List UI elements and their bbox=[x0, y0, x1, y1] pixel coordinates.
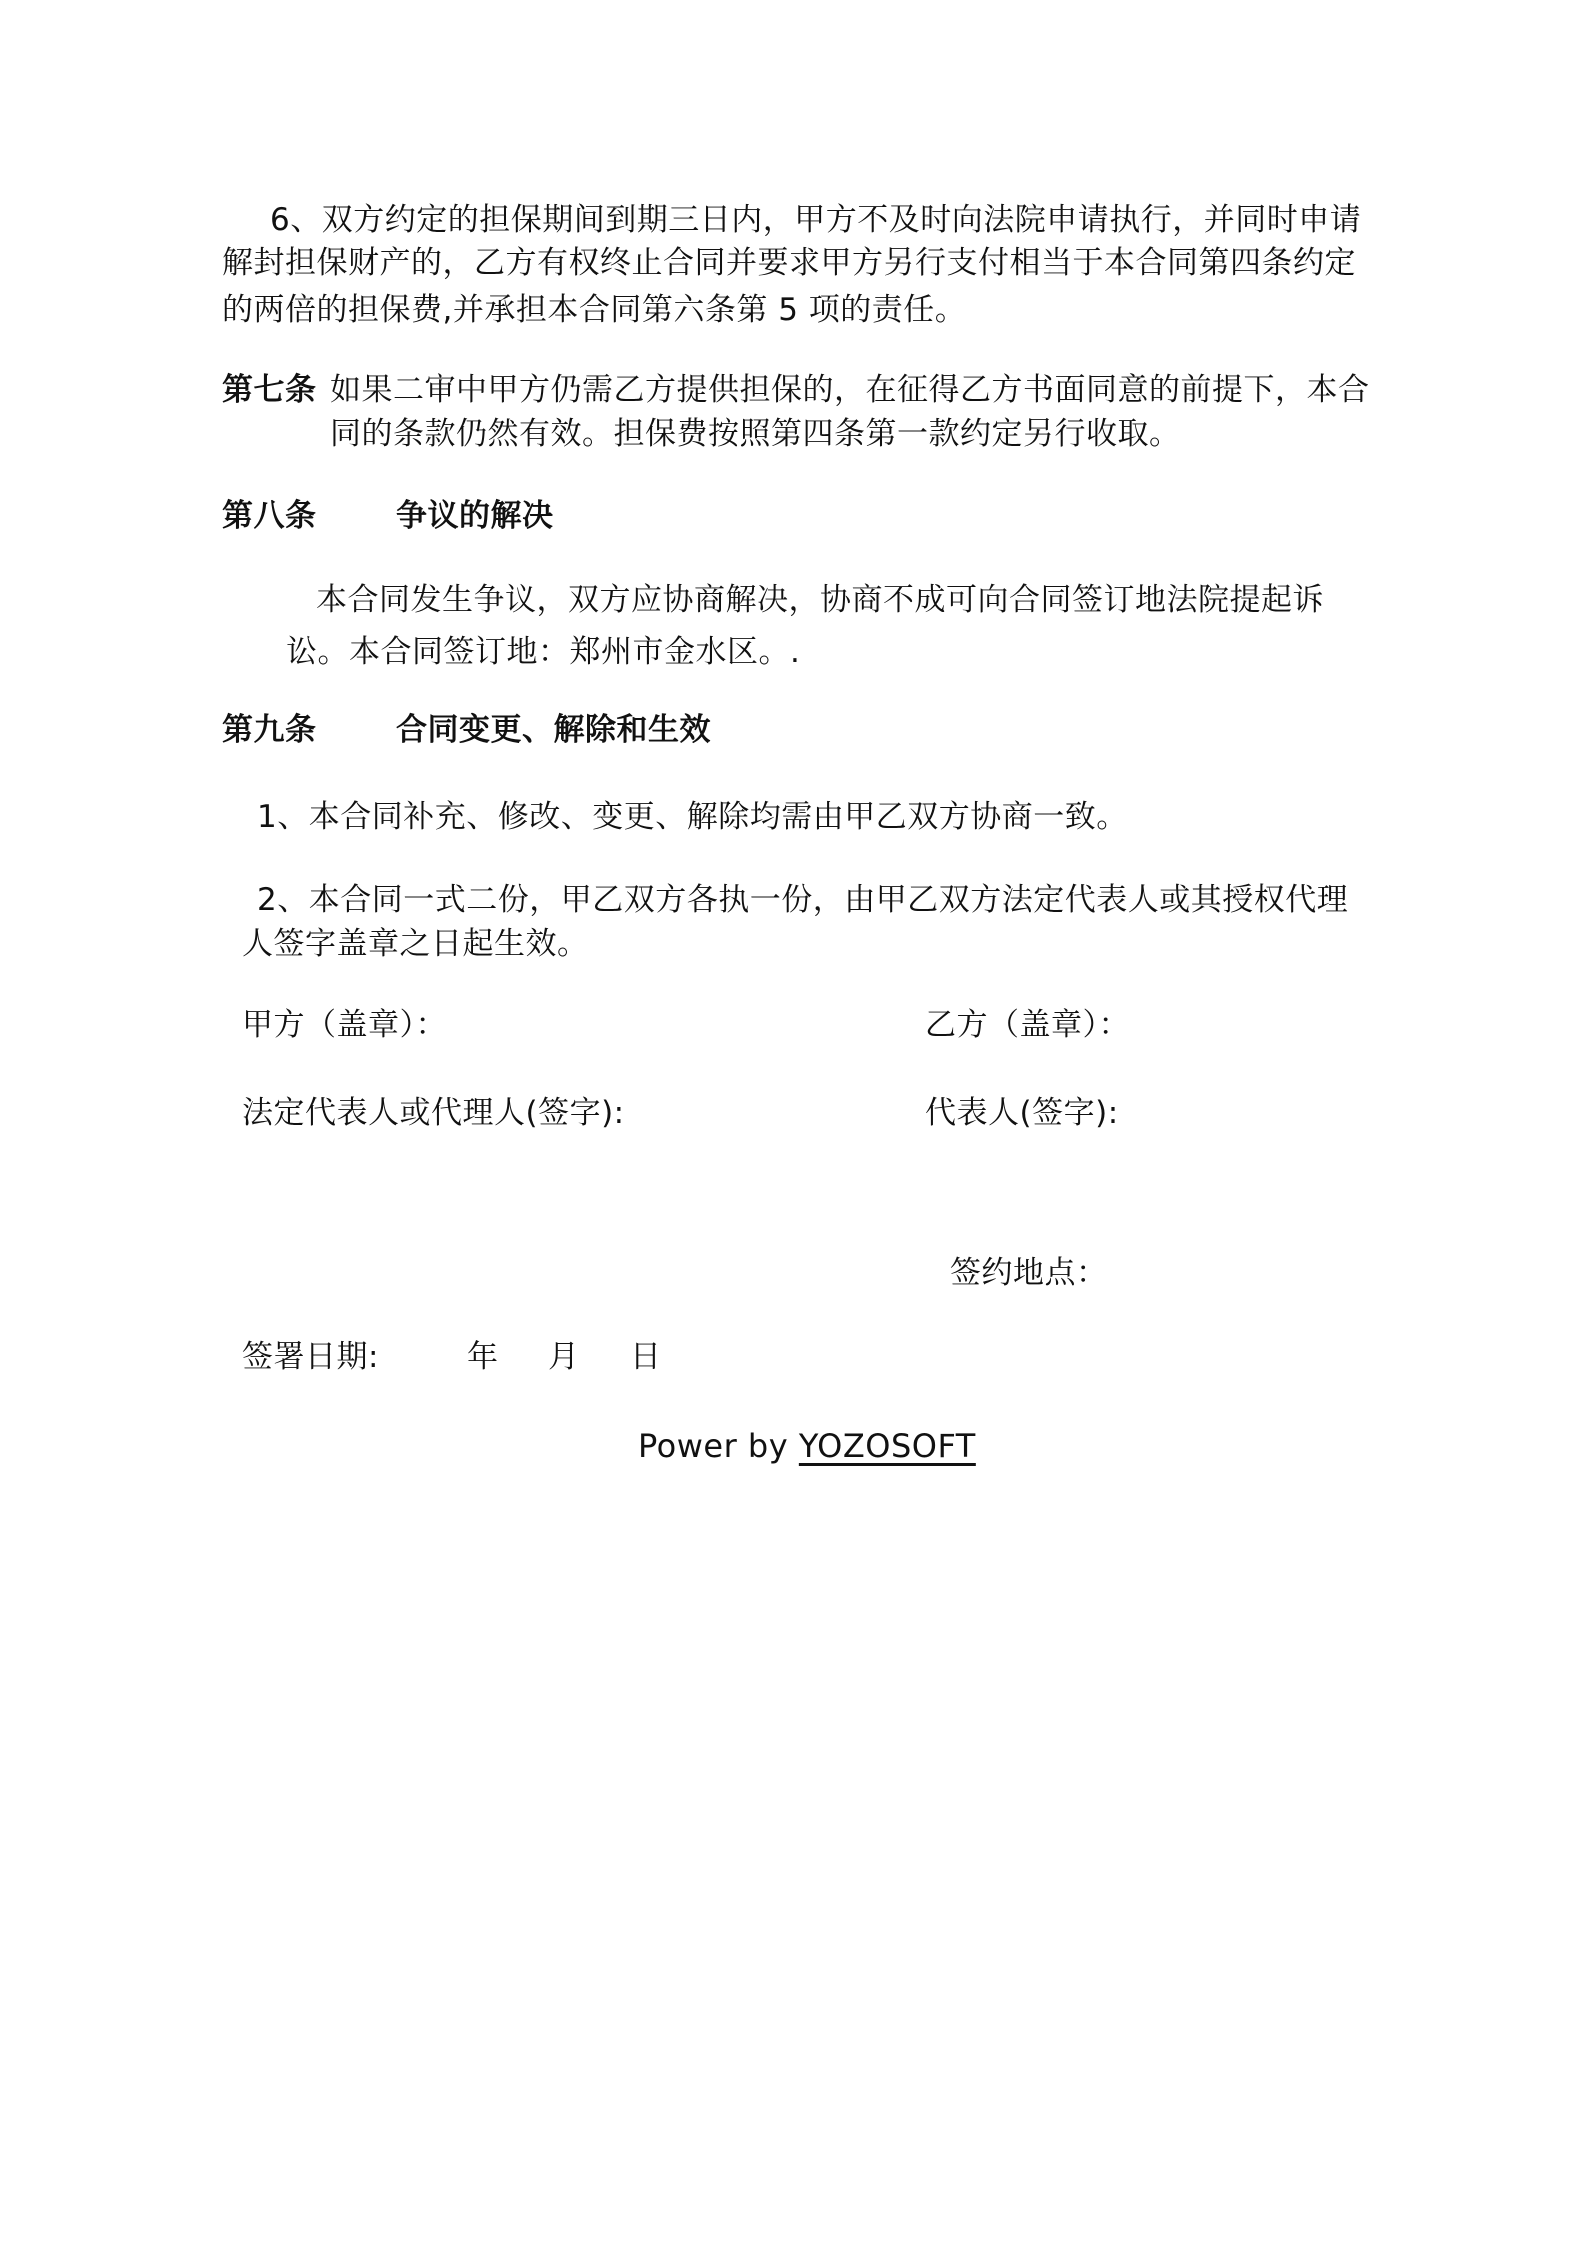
article8-label: 第八条 bbox=[222, 498, 317, 534]
footer-prefix: Power by bbox=[638, 1427, 799, 1465]
date-day-label: 日 bbox=[630, 1339, 662, 1375]
signing-place-label: 签约地点： bbox=[950, 1255, 1108, 1291]
footer-brand-link[interactable]: YOZOSOFT bbox=[798, 1427, 976, 1465]
party-b-seal-label: 乙方（盖章）： bbox=[925, 1007, 1130, 1043]
article7-line2: 同的条款仍然有效。担保费按照第四条第一款约定另行收取。 bbox=[330, 416, 1181, 452]
signing-date-label: 签署日期: bbox=[242, 1339, 379, 1375]
clause6-item6-line1: 6、双方约定的担保期间到期三日内，甲方不及时向法院申请执行，并同时申请 bbox=[270, 202, 1362, 238]
article9-label: 第九条 bbox=[222, 712, 317, 748]
date-month-label: 月 bbox=[548, 1339, 580, 1375]
article7-line1: 如果二审中甲方仍需乙方提供担保的，在征得乙方书面同意的前提下，本合 bbox=[330, 372, 1370, 408]
article7-label: 第七条 bbox=[222, 372, 317, 408]
footer-credit bbox=[638, 1426, 976, 1466]
party-a-seal-label: 甲方（盖章）： bbox=[242, 1007, 447, 1043]
date-year-label: 年 bbox=[467, 1339, 499, 1375]
article9-title: 合同变更、解除和生效 bbox=[396, 712, 711, 748]
party-a-rep-label: 法定代表人或代理人(签字): bbox=[242, 1095, 625, 1131]
article8-line2: 讼。本合同签订地：郑州市金水区。. bbox=[286, 634, 801, 670]
clause6-item6-line2: 解封担保财产的，乙方有权终止合同并要求甲方另行支付相当于本合同第四条约定 bbox=[222, 245, 1356, 281]
article9-item1: 1、本合同补充、修改、变更、解除均需由甲乙双方协商一致。 bbox=[257, 799, 1128, 835]
article8-line1: 本合同发生争议，双方应协商解决，协商不成可向合同签订地法院提起诉 bbox=[316, 582, 1324, 618]
party-b-rep-label: 代表人(签字): bbox=[925, 1095, 1119, 1131]
article9-item2-line2: 人签字盖章之日起生效。 bbox=[242, 926, 589, 962]
clause6-item6-line3: 的两倍的担保费,并承担本合同第六条第 5 项的责任。 bbox=[222, 292, 967, 328]
article9-item2-line1: 2、本合同一式二份，甲乙双方各执一份，由甲乙双方法定代表人或其授权代理 bbox=[257, 882, 1349, 918]
article8-title: 争议的解决 bbox=[396, 498, 554, 534]
